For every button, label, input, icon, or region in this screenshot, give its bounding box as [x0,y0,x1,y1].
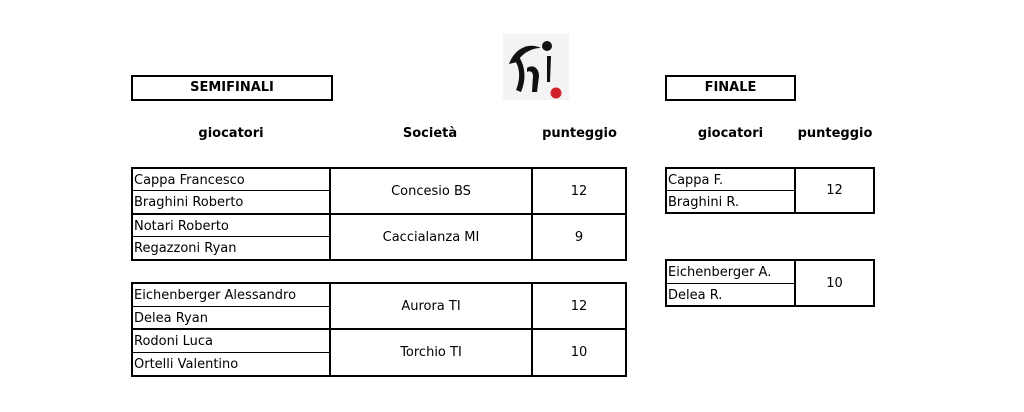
player-name: Delea Ryan [134,310,208,326]
club-name: Torchio TI [400,345,462,360]
player-name: Braghini R. [668,194,740,210]
match-score: 12 [570,183,588,199]
match-score: 12 [570,298,588,314]
player-name: Regazzoni Ryan [134,240,237,256]
semifinali-score-header: punteggio [542,126,617,141]
club-name: Aurora TI [401,298,461,314]
player-name: Delea R. [668,287,723,303]
club-name: Caccialanza MI [382,229,480,245]
player-name: Cappa Francesco [134,172,245,188]
match-score: 10 [570,345,588,360]
player-name: Notari Roberto [134,218,229,234]
finale-title: FINALE [665,75,796,101]
match-score: 12 [826,183,843,198]
player-name: Rodoni Luca [134,333,213,349]
player-name: Eichenberger A. [668,264,772,280]
semifinali-title: SEMIFINALI [131,75,333,101]
player-name: Ortelli Valentino [134,356,239,372]
bocce-player-logo-icon [503,34,569,100]
player-name: Cappa F. [668,172,724,188]
player-name: Eichenberger Alessandro [134,287,297,303]
match-score: 9 [574,229,584,245]
semifinali-players-header: giocatori [198,126,264,141]
finale-score-header: punteggio [797,126,873,141]
player-name: Braghini Roberto [134,195,244,210]
club-name: Concesio BS [391,183,471,199]
semifinali-club-header: Società [402,126,458,141]
finale-players-header: giocatori [697,126,764,141]
match-score: 10 [826,275,843,291]
